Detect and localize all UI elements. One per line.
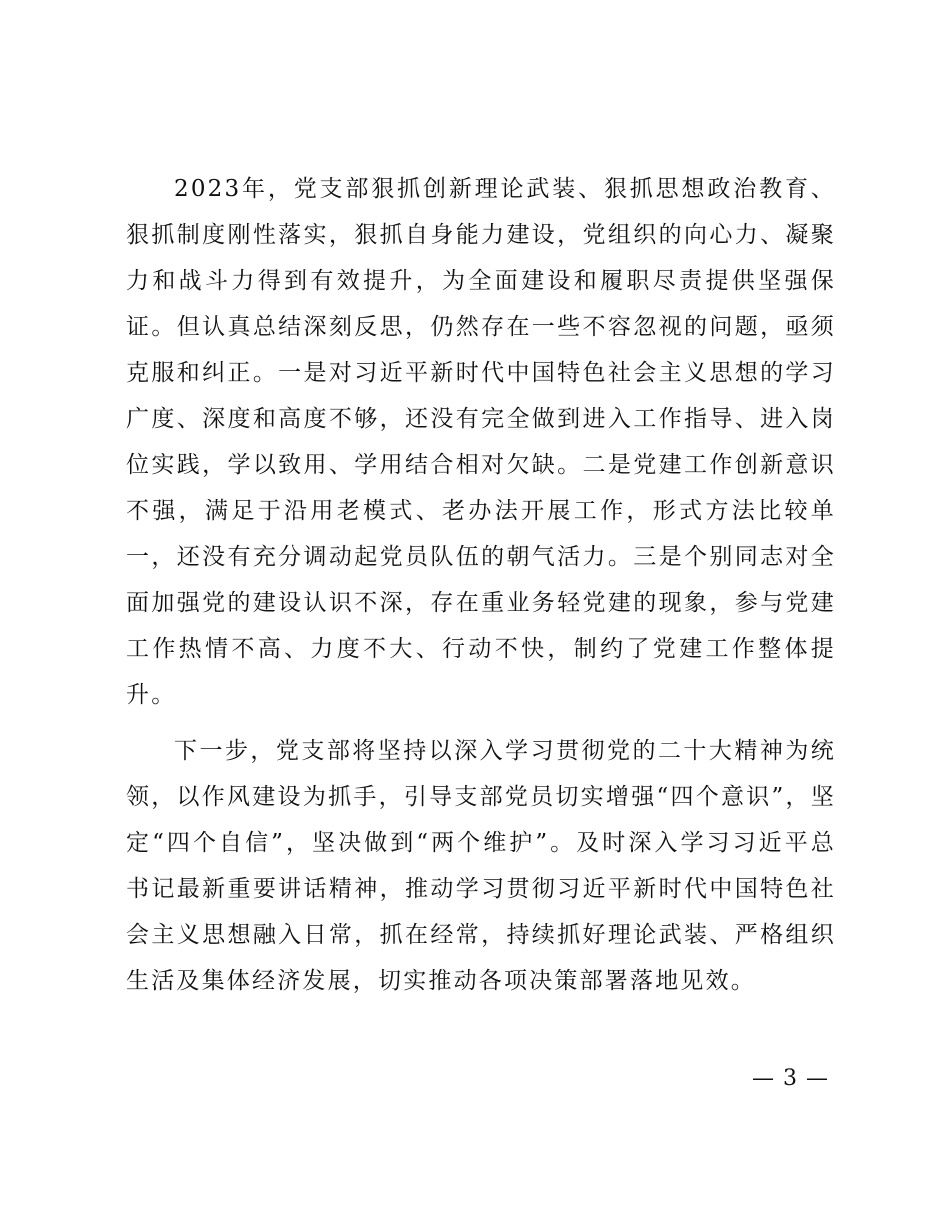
page-number: — 3 —: [752, 1066, 829, 1091]
paragraph-summary: 2023年，党支部狠抓创新理论武装、狠抓思想政治教育、狠抓制度刚性落实，狠抓自身能力建设，党组织的向心力、凝聚力和战斗力得到有效提升，为全面建设和履职尽责提供坚强保证。但认真总结深刻反思，仍然存在一些不容忽视的问题，亟须克服和纠正。一是对习近平新时代中国特色社会主义思想的学习广度、深度和高度不够，还没有完全做到进入工作指导、进入岗位实践，学以致用、学用结合相对欠缺。二是党建工作创新意识不强，满足于沿用老模式、老办法开展工作，形式方法比较单一，还没有充分调动起党员队伍的朝气活力。三是个别同志对全面加强党的建设认识不深，存在重业务轻党建的现象，参与党建工作热情不高、力度不大、行动不快，制约了党建工作整体提升。: [126, 176, 836, 708]
paragraph-next-steps: 下一步，党支部将坚持以深入学习贯彻党的二十大精神为统领，以作风建设为抓手，引导支部党员切实增强“四个意识”，坚定“四个自信”，坚决做到“两个维护”。及时深入学习习近平总书记最新重要讲话精神，推动学习贯彻习近平新时代中国特色社会主义思想融入日常，抓在经常，持续抓好理论武装、严格组织生活及集体经济发展，切实推动各项决策部署落地见效。: [126, 738, 836, 994]
document-body: [126, 166, 836, 1004]
